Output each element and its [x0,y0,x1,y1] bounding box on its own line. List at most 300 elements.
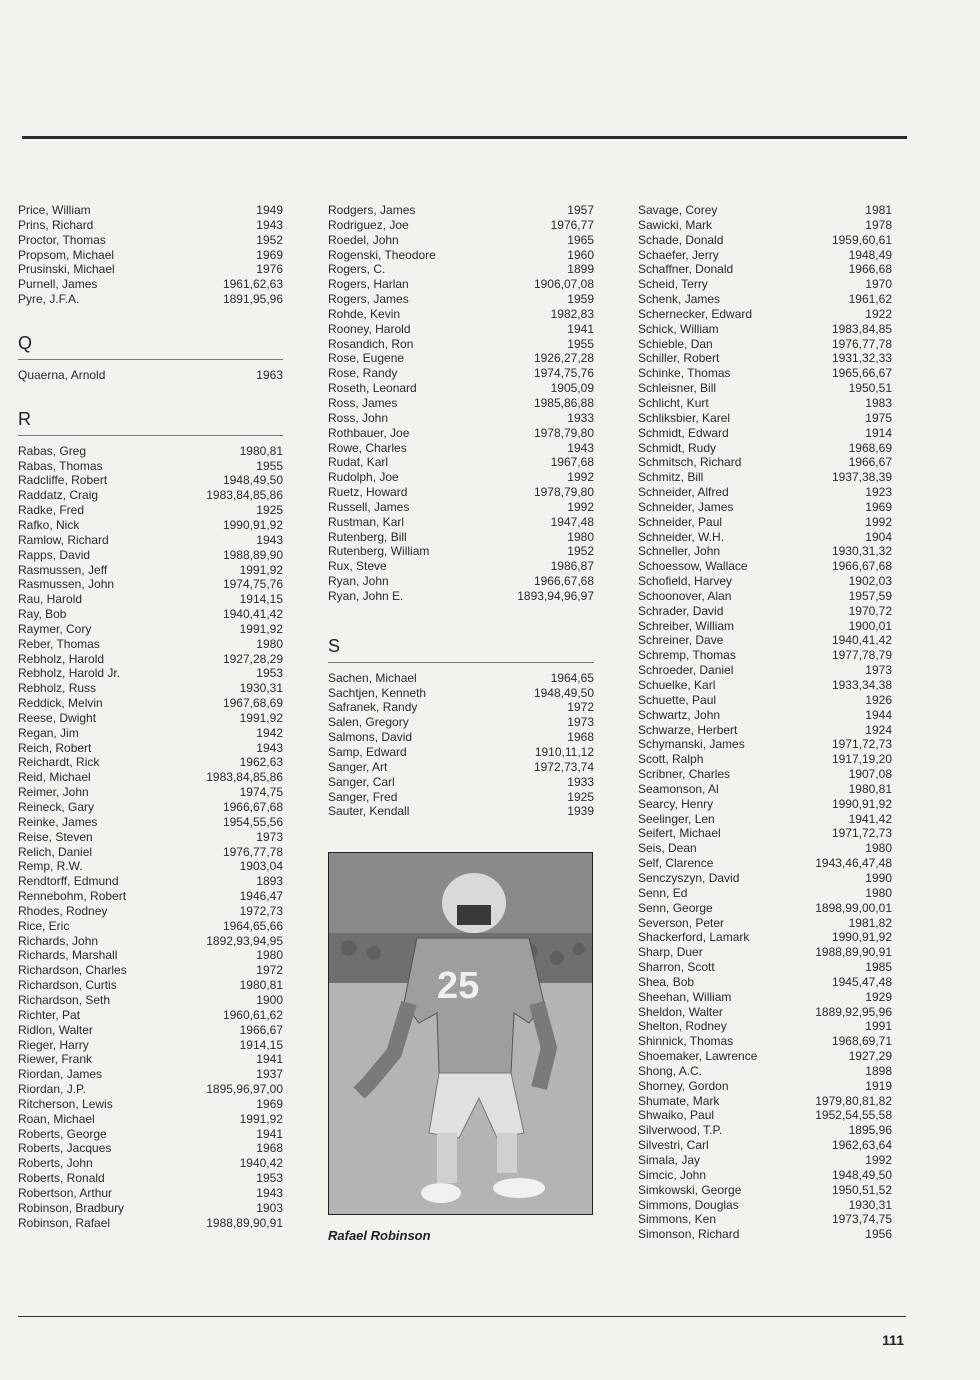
player-name: Rabas, Greg [18,443,87,458]
roster-entry [638,826,892,841]
player-name: Rutenberg, William [328,544,430,559]
letter-years: 1910,11,12 [534,745,594,759]
player-name: Sheldon, Walter [638,1004,723,1019]
roster-entry [18,248,283,263]
letter-years: 1927,28,29 [222,651,283,666]
section-letter-q: Q [18,333,283,360]
player-name: Schaffner, Donald [638,262,734,277]
letter-years: 1973 [865,663,892,678]
player-name: Riordan, J.P. [18,1082,86,1097]
letter-years: 1898,99,00,01 [815,900,892,915]
letter-years: 1933 [567,410,594,425]
letter-years: 1927,29 [848,1049,892,1064]
roster-entry [638,975,892,990]
player-name: Rose, Eugene [328,351,405,366]
letter-years: 1967,68 [550,455,594,470]
roster-entry [328,411,594,426]
letter-years: 1939 [567,804,594,819]
player-name: Schmidt, Rudy [638,440,717,455]
player-name: Schremp, Thomas [638,648,736,663]
letter-years: 1970 [865,277,892,292]
letter-years: 1925 [256,503,283,518]
player-name: Roedel, John [328,232,399,247]
roster-entry [18,1112,283,1127]
letter-years: 1902,03 [848,574,892,589]
player-name: Rosandich, Ron [328,336,414,351]
roster-entry [638,886,892,901]
roster-entry [18,1082,283,1097]
letter-years: 1931,32,33 [831,351,892,366]
letter-years: 1950,51 [848,381,892,396]
player-name: Sharron, Scott [638,960,715,975]
letter-years: 1930,31,32 [831,544,892,559]
player-name: Richards, John [18,933,99,948]
letter-years: 1948,49 [848,247,892,262]
roster-entry [638,218,892,233]
letter-years: 1978 [865,217,892,232]
letter-years: 1992 [865,1153,892,1167]
letter-years: 1914,15 [239,592,283,607]
player-name: Rebholz, Russ [18,681,97,696]
player-name: Sanger, Carl [328,774,395,789]
letter-years: 1941 [567,321,594,336]
letter-years: 1980,81 [239,978,283,993]
player-name: Senn, Ed [638,885,688,900]
letter-years: 1992 [865,514,892,529]
roster-entry [18,1097,283,1112]
player-name: Pyre, J.F.A. [18,292,80,307]
roster-entry [638,708,892,723]
roster-entry [638,990,892,1005]
roster-entry [18,830,283,845]
letter-years: 1949 [256,203,283,217]
roster-entry [18,934,283,949]
letter-years: 1943 [256,217,283,232]
letter-years: 1943 [567,440,594,455]
player-name: Seelinger, Len [638,811,715,826]
player-name: Rogers, Harlan [328,277,409,292]
roster-entry [328,544,594,559]
letter-years: 1988,89,90,91 [815,945,892,960]
letter-years: 1980,81 [848,781,892,796]
player-name: Reich, Robert [18,740,92,755]
letter-years: 1990,91,92 [222,517,283,532]
letter-years: 1903 [256,1200,283,1215]
player-name: Ross, John [328,410,389,425]
letter-years: 1919 [865,1078,892,1093]
roster-entry [18,1023,283,1038]
player-name: Rogenski, Theodore [328,247,436,262]
roster-entry [638,262,892,277]
roster-entry [18,473,283,488]
roster-entry [638,426,892,441]
bottom-rule [18,1316,906,1317]
roster-entry [638,366,892,381]
letter-years: 1970,72 [848,603,892,618]
roster-entry [18,1216,283,1231]
player-name: Regan, Jim [18,725,79,740]
roster-entry [18,1052,283,1067]
player-name: Reese, Dwight [18,710,97,725]
roster-entry [18,1186,283,1201]
letter-years: 1988,89,90 [222,547,283,562]
player-name: Radke, Fred [18,503,85,518]
roster-entry [18,277,283,292]
roster-entry [638,1138,892,1153]
roster-entry [18,1127,283,1142]
letter-years: 1974,75,76 [222,577,283,592]
player-name: Propsom, Michael [18,247,115,262]
letter-years: 1917,19,20 [831,752,892,767]
letter-years: 1895,96 [848,1123,892,1138]
letter-years: 1966,67,68 [831,559,892,574]
player-name: Robertson, Arthur [18,1185,113,1200]
letter-years: 1985,86,88 [533,395,594,410]
roster-entry [638,530,892,545]
letter-years: 1914 [865,425,892,440]
player-name: Reineck, Gary [18,800,95,814]
letter-years: 1965 [567,232,594,247]
player-name: Ryan, John [328,574,389,589]
player-name: Prins, Richard [18,217,94,232]
roster-entry [638,1212,892,1227]
letter-years: 1955 [567,336,594,351]
letter-years: 1992 [567,499,594,514]
letter-years: 1957,59 [848,588,892,603]
roster-column-3 [638,203,892,1242]
player-name: Simmons, Douglas [638,1197,739,1212]
player-name: Ross, James [328,395,398,410]
roster-entry [638,960,892,975]
player-name: Reber, Thomas [18,636,100,651]
letter-years: 1953 [256,666,283,681]
group-q [18,368,283,383]
roster-entry [18,800,283,815]
letter-years: 1937 [256,1067,283,1082]
roster-entry [328,715,594,730]
player-name: Senczyszyn, David [638,870,740,885]
roster-entry [638,797,892,812]
roster-entry [638,856,892,871]
roster-entry [638,1168,892,1183]
roster-entry [638,277,892,292]
roster-entry [18,770,283,785]
player-name: Ray, Bob [18,607,67,622]
section-letter-s: S [328,636,594,663]
roster-entry [18,993,283,1008]
letter-years: 1940,41,42 [222,607,283,622]
letter-years: 1977,78,79 [831,648,892,663]
player-name: Purnell, James [18,277,98,292]
letter-years: 1952,54,55,58 [815,1108,892,1123]
letter-years: 1960 [567,247,594,262]
player-name: Shong, A.C. [638,1063,703,1078]
player-name: Self, Clarence [638,856,714,871]
letter-years: 1953 [256,1171,283,1186]
letter-years: 1942 [256,725,283,740]
letter-years: 1889,92,95,96 [815,1004,892,1019]
roster-entry [18,726,283,741]
roster-column-1 [18,203,283,1230]
player-name: Schick, William [638,321,719,336]
player-name: Sachen, Michael [328,670,417,685]
player-name: Sharp, Duer [638,945,703,960]
player-name: Riewer, Frank [18,1052,93,1067]
letter-years: 1946,47 [239,889,283,904]
roster-entry [328,277,594,292]
roster-entry [328,730,594,745]
player-name: Scheid, Terry [638,277,708,292]
letter-years: 1956 [865,1227,892,1242]
letter-years: 1930,31 [239,681,283,696]
roster-entry [638,589,892,604]
player-name: Raymer, Cory [18,621,92,636]
player-name: Rabas, Thomas [18,458,103,473]
player-name: Schneider, James [638,499,734,514]
player-name: Prusinski, Michael [18,262,115,277]
player-name: Seis, Dean [638,841,697,856]
page-number: 111 [882,1332,904,1348]
player-name: Schmidt, Edward [638,425,729,440]
roster-entry [18,444,283,459]
letter-years: 1980 [256,948,283,963]
letter-years: 1962,63 [239,755,283,770]
letter-years: 1933,34,38 [831,678,892,692]
roster-entry [638,1123,892,1138]
roster-entry [328,686,594,701]
player-name: Schenk, James [638,292,721,307]
player-name: Rux, Steve [328,559,387,574]
letter-years: 1945,47,48 [831,974,892,989]
roster-entry [638,812,892,827]
player-name: Shwaiko, Paul [638,1108,715,1123]
roster-entry [638,322,892,337]
roster-entry [638,841,892,856]
roster-entry [638,737,892,752]
player-illustration-icon [329,853,593,1215]
roster-entry [328,292,594,307]
player-name: Sanger, Art [328,759,388,774]
player-name: Roberts, John [18,1156,93,1171]
letter-years: 1964,65 [550,670,594,685]
roster-entry [638,500,892,515]
letter-years: 1904 [865,529,892,544]
roster-entry [638,203,892,218]
roster-entry [638,1153,892,1168]
group-r [18,444,283,1231]
group-r-cont [328,203,594,604]
roster-entry [18,563,283,578]
letter-years: 1974,75,76 [533,366,594,381]
roster-column-2 [328,203,594,819]
roster-entry [638,1034,892,1049]
player-name: Rogers, James [328,292,409,307]
roster-entry [18,1171,283,1186]
player-name: Rogers, C. [328,262,386,277]
roster-entry [638,1227,892,1242]
roster-entry [18,488,283,503]
letter-years: 1991,92 [239,1111,283,1126]
roster-entry [18,503,283,518]
player-name: Rennebohm, Robert [18,889,127,904]
roster-entry [638,945,892,960]
roster-entry [638,693,892,708]
player-name: Schrader, David [638,603,724,618]
roster-entry [18,874,283,889]
roster-entry [328,559,594,574]
letter-years: 1968,69 [848,440,892,455]
letter-years: 1893,94,96,97 [517,588,594,603]
letter-years: 1973 [256,829,283,844]
letter-years: 1900 [256,992,283,1007]
roster-entry [638,292,892,307]
letter-years: 1905,09 [550,381,594,396]
roster-entry [18,978,283,993]
group-s-cont [638,203,892,1242]
roster-entry [18,637,283,652]
roster-entry [328,381,594,396]
letter-years: 1980 [865,885,892,900]
roster-entry [18,755,283,770]
letter-years: 1948,49,50 [222,473,283,488]
player-name: Schoonover, Alan [638,588,732,603]
player-name: Searcy, Henry [638,796,714,811]
player-name: Salen, Gregory [328,715,409,730]
letter-years: 1906,07,08 [533,277,594,292]
letter-years: 1980 [567,529,594,544]
letter-years: 1982,83 [550,306,594,321]
player-name: Rodgers, James [328,203,416,217]
roster-entry [328,248,594,263]
player-name: Shoemaker, Lawrence [638,1049,758,1064]
roster-entry [328,700,594,715]
letter-years: 1991,92 [239,710,283,725]
letter-years: 1966,67 [848,455,892,470]
player-name: Shorney, Gordon [638,1078,729,1093]
player-name: Schymanski, James [638,737,745,752]
photo-caption: Rafael Robinson [328,1228,431,1243]
roster-entry [638,930,892,945]
player-name: Rustman, Karl [328,514,405,529]
letter-years: 1943,46,47,48 [815,856,892,871]
player-name: Schneider, Alfred [638,485,729,500]
roster-entry [18,518,283,533]
letter-years: 1900,01 [848,618,892,633]
letter-years: 1923 [865,485,892,500]
player-name: Rice, Eric [18,918,70,933]
roster-entry [638,901,892,916]
player-name: Sawicki, Mark [638,217,713,232]
letter-years: 1983 [865,395,892,410]
letter-years: 1959,60,61 [831,232,892,247]
letter-years: 1893 [256,874,283,889]
player-name: Robinson, Rafael [18,1215,111,1230]
letter-years: 1966,67,68 [533,574,594,589]
roster-entry [638,1049,892,1064]
roster-entry [328,441,594,456]
roster-entry [18,607,283,622]
letter-years: 1980 [865,841,892,856]
player-name: Schmitsch, Richard [638,455,742,470]
football-player-photo [328,852,593,1215]
player-name: Rothbauer, Joe [328,425,410,440]
player-name: Reid, Michael [18,770,91,785]
letter-years: 1981,82 [848,915,892,930]
player-name: Simonson, Richard [638,1227,740,1242]
roster-entry [328,530,594,545]
roster-entry [18,592,283,607]
roster-entry [18,1038,283,1053]
letter-years: 1941 [256,1052,283,1067]
letter-years: 1978,79,80 [533,485,594,500]
roster-entry [328,322,594,337]
roster-entry [638,663,892,678]
letter-years: 1925 [567,789,594,804]
player-name: Senn, George [638,900,713,915]
letter-years: 1991 [865,1019,892,1034]
letter-years: 1895,96,97,00 [206,1082,283,1097]
roster-entry [18,785,283,800]
letter-years: 1950,51,52 [831,1182,892,1197]
roster-entry [18,368,283,383]
player-name: Rudat, Karl [328,455,389,470]
letter-years: 1948,49,50 [533,685,594,700]
letter-years: 1937,38,39 [831,470,892,485]
letter-years: 1983,84,85 [831,321,892,336]
player-name: Simkowski, George [638,1182,742,1197]
player-name: Rodriguez, Joe [328,217,409,232]
roster-entry [18,681,283,696]
player-name: Richardson, Curtis [18,978,117,993]
roster-entry [328,307,594,322]
player-name: Schliksbier, Karel [638,410,731,425]
player-name: Rutenberg, Bill [328,529,407,544]
roster-entry [18,948,283,963]
letter-years: 1968,69,71 [831,1034,892,1049]
roster-entry [18,1156,283,1171]
player-name: Rohde, Kevin [328,306,401,321]
letter-years: 1929 [865,989,892,1004]
roster-entry [18,459,283,474]
letter-years: 1891,95,96 [222,292,283,307]
roster-entry [18,696,283,711]
roster-entry [638,1079,892,1094]
letter-years: 1976,77 [550,217,594,232]
roster-entry [638,441,892,456]
letter-years: 1976 [256,262,283,277]
letter-years: 1983,84,85,86 [206,770,283,785]
letter-years: 1980,81 [239,443,283,458]
roster-entry [638,1005,892,1020]
letter-years: 1948,49,50 [831,1167,892,1182]
player-name: Richardson, Charles [18,963,127,978]
letter-years: 1952 [256,232,283,247]
letter-years: 1940,42 [239,1156,283,1171]
letter-years: 1907,08 [848,767,892,782]
player-name: Seifert, Michael [638,826,721,841]
player-name: Severson, Peter [638,915,725,930]
letter-years: 1973,74,75 [831,1212,892,1227]
letter-years: 1973 [567,715,594,730]
roster-entry [18,622,283,637]
letter-years: 1985 [865,960,892,975]
player-name: Schaefer, Jerry [638,247,719,262]
letter-years: 1976,77,78 [222,844,283,859]
roster-entry [18,845,283,860]
letter-years: 1975 [865,410,892,425]
letter-years: 1971,72,73 [831,737,892,752]
roster-entry [328,262,594,277]
